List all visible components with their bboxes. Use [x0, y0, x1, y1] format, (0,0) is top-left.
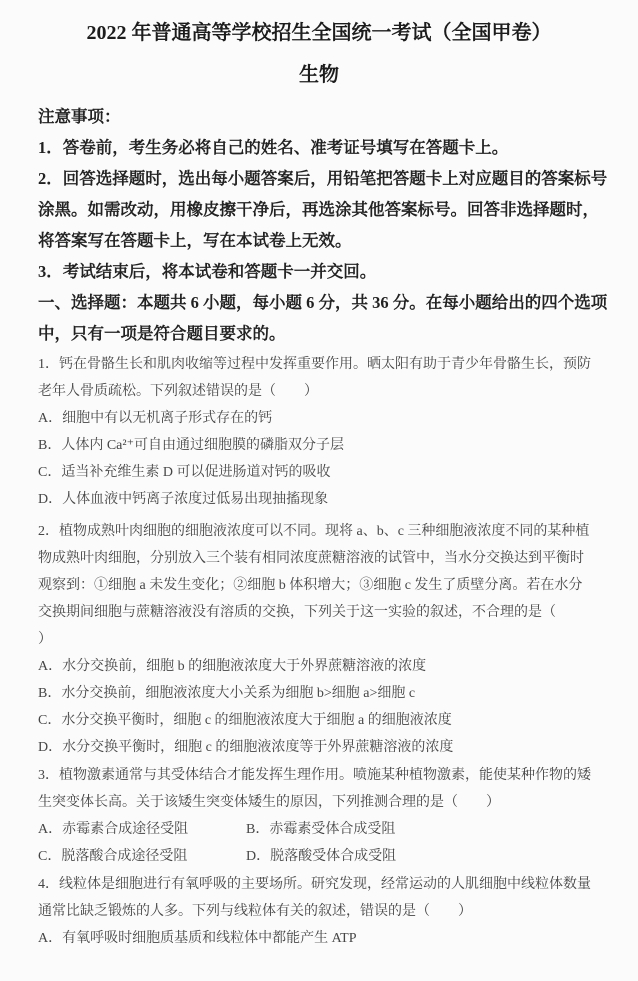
question-4-stem-line-2: 通常比缺乏锻炼的人多。下列与线粒体有关的叙述，错误的是（ ）: [38, 904, 472, 919]
exam-subject: 生物: [299, 64, 339, 86]
question-2-stem-line-4: 交换期间细胞与蔗糖溶液没有溶质的交换，下列关于这一实验的叙述，不合理的是（: [38, 605, 556, 620]
question-4-stem-line-1: 4．线粒体是细胞进行有氧呼吸的主要场所。研究发现，经常运动的人肌细胞中线粒体数量: [38, 877, 591, 892]
question-1-stem-line-2: 老年人骨质疏松。下列叙述错误的是（ ）: [38, 384, 318, 399]
question-2-stem-line-3: 观察到：①细胞 a 未发生变化；②细胞 b 体积增大；③细胞 c 发生了质壁分离。若在水分: [38, 578, 583, 593]
question-3-option-c: C．脱落酸合成途径受阻: [38, 849, 188, 864]
question-3-stem-line-2: 生突变体长高。关于该矮生突变体矮生的原因，下列推测合理的是（ ）: [38, 795, 500, 810]
question-3: [38, 762, 600, 870]
question-4: [38, 871, 600, 952]
question-3-option-row-2: [38, 843, 600, 870]
notice-item-2-line-2: 涂黑。如需改动，用橡皮擦干净后，再选涂其他答案标号。回答非选择题时，: [38, 200, 599, 219]
section-heading-line-1: 一、选择题：本题共 6 小题，每小题 6 分，共 36 分。在每小题给出的四个选项: [38, 293, 608, 312]
question-2: [38, 518, 600, 761]
notice-item-2-line-1: 2．回答选择题时，选出每小题答案后，用铅笔把答题卡上对应题目的答案标号: [38, 169, 608, 188]
section-heading-line-2: 中，只有一项是符合题目要求的。: [38, 324, 286, 343]
exam-title: 2022 年普通高等学校招生全国统一考试（全国甲卷）: [86, 22, 552, 44]
question-1-option-b: B．人体内 Ca²⁺可自由通过细胞膜的磷脂双分子层: [38, 438, 344, 453]
question-2-option-d: D．水分交换平衡时，细胞 c 的细胞液浓度等于外界蔗糖溶液的浓度: [38, 740, 454, 755]
question-2-stem-line-1: 2．植物成熟叶肉细胞的细胞液浓度可以不同。现将 a、b、c 三种细胞液浓度不同的某种植: [38, 524, 590, 539]
question-2-option-b: B．水分交换前，细胞液浓度大小关系为细胞 b>细胞 a>细胞 c: [38, 686, 416, 701]
notice-section: [38, 101, 608, 349]
question-3-stem-line-1: 3．植物激素通常与其受体结合才能发挥生理作用。喷施某种植物激素，能使某种作物的矮: [38, 768, 591, 783]
question-3-option-b: B．赤霉素受体合成受阻: [246, 822, 396, 837]
question-4-option-a: A．有氧呼吸时细胞质基质和线粒体中都能产生 ATP: [38, 931, 357, 946]
question-1-option-a: A．细胞中有以无机离子形式存在的钙: [38, 411, 273, 426]
question-3-option-row-1: [38, 816, 600, 843]
question-3-option-a: A．赤霉素合成途径受阻: [38, 822, 189, 837]
question-1-option-d: D．人体血液中钙离子浓度过低易出现抽搐现象: [38, 492, 329, 507]
question-1-option-c: C．适当补充维生素 D 可以促进肠道对钙的吸收: [38, 465, 331, 480]
question-1: [38, 351, 600, 513]
question-2-option-c: C．水分交换平衡时，细胞 c 的细胞液浓度大于细胞 a 的细胞液浓度: [38, 713, 452, 728]
question-2-option-a: A．水分交换前，细胞 b 的细胞液浓度大于外界蔗糖溶液的浓度: [38, 659, 427, 674]
notice-heading: 注意事项：: [38, 107, 121, 126]
question-1-stem-line-1: 1．钙在骨骼生长和肌肉收缩等过程中发挥重要作用。晒太阳有助于青少年骨骼生长，预防: [38, 357, 591, 372]
question-2-stem-line-5: ）: [38, 632, 52, 647]
question-3-option-d: D．脱落酸受体合成受阻: [246, 849, 397, 864]
notice-item-1: 1．答卷前，考生务必将自己的姓名、准考证号填写在答题卡上。: [38, 138, 509, 157]
notice-item-3: 3．考试结束后，将本试卷和答题卡一并交回。: [38, 262, 377, 281]
question-2-stem-line-2: 物成熟叶肉细胞，分别放入三个装有相同浓度蔗糖溶液的试管中，当水分交换达到平衡时: [38, 551, 584, 566]
notice-item-2-line-3: 将答案写在答题卡上，写在本试卷上无效。: [38, 231, 352, 250]
